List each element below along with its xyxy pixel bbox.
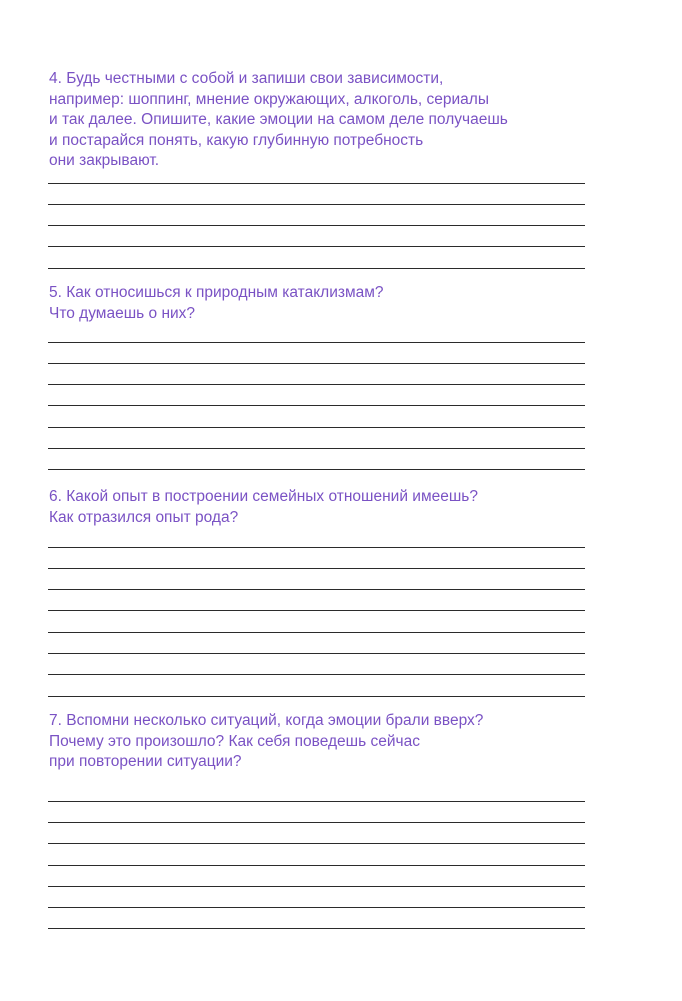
writing-line [48,204,585,205]
question-5-line-1: 5. Как относишься к природным катаклизмам? [49,284,384,301]
question-4-line-5: они закрывают. [49,152,160,169]
question-6-line-1: 6. Какой опыт в построении семейных отношений имеешь? [49,488,478,505]
question-7-line-3: при повторении ситуации? [49,753,242,770]
question-4-line-1: 4. Будь честными с собой и запиши свои зависимости, [49,70,444,87]
writing-line [48,907,585,908]
writing-line [48,589,585,590]
question-6 [49,487,589,528]
question-4-line-4: и постарайся понять, какую глубинную потребность [49,131,424,149]
question-7 [49,711,589,773]
question-5-line-2: Что думаешь о них? [49,304,196,322]
writing-line [48,610,585,611]
writing-line [48,886,585,887]
question-7-line-1: 7. Вспомни несколько ситуаций, когда эмоции брали вверх? [49,712,484,729]
question-7-line-2: Почему это произошло? Как себя поведешь сейчас [49,732,420,750]
writing-line [48,469,585,470]
writing-line [48,928,585,929]
writing-line [48,843,585,844]
writing-line [48,801,585,802]
question-6-line-2: Как отразился опыт рода? [49,508,239,526]
writing-line [48,342,585,343]
writing-line [48,246,585,247]
writing-line [48,674,585,675]
writing-line [48,547,585,548]
writing-line [48,405,585,406]
writing-line [48,865,585,866]
question-4-line-2: например: шоппинг, мнение окружающих, алкоголь, сериалы [49,90,489,108]
writing-line [48,822,585,823]
question-5 [49,283,589,324]
writing-line [48,696,585,697]
writing-line [48,632,585,633]
writing-line [48,384,585,385]
writing-line [48,225,585,226]
question-4-line-3: и так далее. Опишите, какие эмоции на самом деле получаешь [49,111,508,128]
writing-line [48,427,585,428]
writing-line [48,448,585,449]
question-4 [49,69,589,172]
writing-line [48,653,585,654]
writing-line [48,183,585,184]
writing-line [48,363,585,364]
writing-line [48,268,585,269]
writing-line [48,568,585,569]
